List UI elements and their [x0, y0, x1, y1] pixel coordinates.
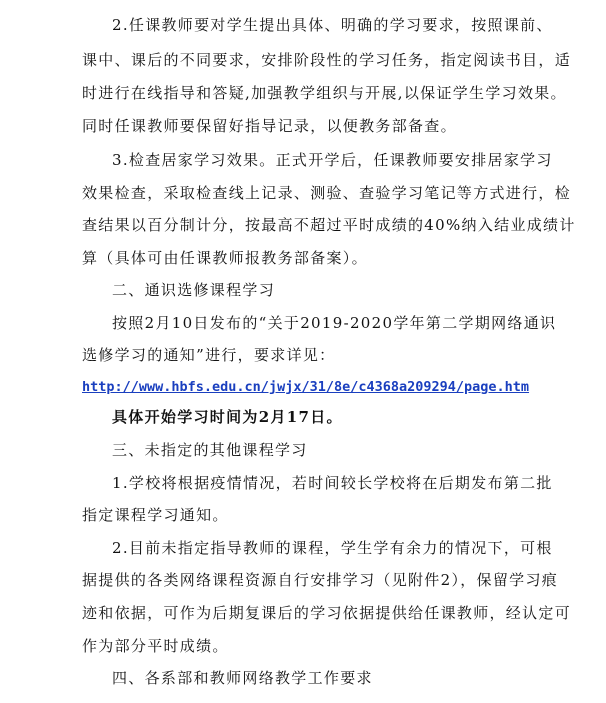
paragraph-line: 2.任课教师要对学生提出具体、明确的学习要求，按照课前、 [112, 16, 553, 34]
start-date-note: 具体开始学习时间为2月17日。 [112, 408, 343, 426]
paragraph-line: 选修学习的通知”进行，要求详见： [82, 346, 336, 364]
paragraph-line: 指定课程学习通知。 [82, 506, 229, 524]
paragraph-line: 1.学校将根据疫情情况，若时间较长学校将在后期发布第二批 [112, 474, 553, 492]
paragraph-line: 迹和依据，可作为后期复课后的学习依据提供给任课教师，经认定可 [82, 604, 572, 622]
section-heading: 二、通识选修课程学习 [112, 281, 276, 299]
paragraph-line: 时进行在线指导和答疑,加强教学组织与开展,以保证学生学习效果。 [82, 84, 567, 102]
course-notice-link[interactable]: http://www.hbfs.edu.cn/jwjx/31/8e/c4368a209294/page.htm [82, 379, 530, 395]
section-heading: 三、未指定的其他课程学习 [112, 441, 308, 459]
paragraph-line: 课中、课后的不同要求，安排阶段性的学习任务，指定阅读书目，适 [82, 51, 572, 69]
paragraph-line: 效果检查，采取检查线上记录、测验、查验学习笔记等方式进行，检 [82, 184, 572, 202]
paragraph-line: 作为部分平时成绩。 [82, 637, 229, 655]
section-heading: 四、各系部和教师网络教学工作要求 [112, 669, 373, 687]
paragraph-line: 查结果以百分制计分，按最高不超过平时成绩的40%纳入结业成绩计 [82, 216, 576, 234]
paragraph-line: 2.目前未指定指导教师的课程，学生学有余力的情况下，可根 [112, 539, 553, 557]
paragraph-line: 算（具体可由任课教师报教务部备案）。 [82, 249, 368, 267]
paragraph-line: 3.检查居家学习效果。正式开学后，任课教师要安排居家学习 [112, 151, 553, 169]
paragraph-line: 按照2月10日发布的“关于2019-2020学年第二学期网络通识 [112, 314, 557, 332]
paragraph-line: 同时任课教师要保留好指导记录，以便教务部备查。 [82, 117, 457, 135]
paragraph-line: 据提供的各类网络课程资源自行安排学习（见附件2），保留学习痕 [82, 571, 559, 589]
